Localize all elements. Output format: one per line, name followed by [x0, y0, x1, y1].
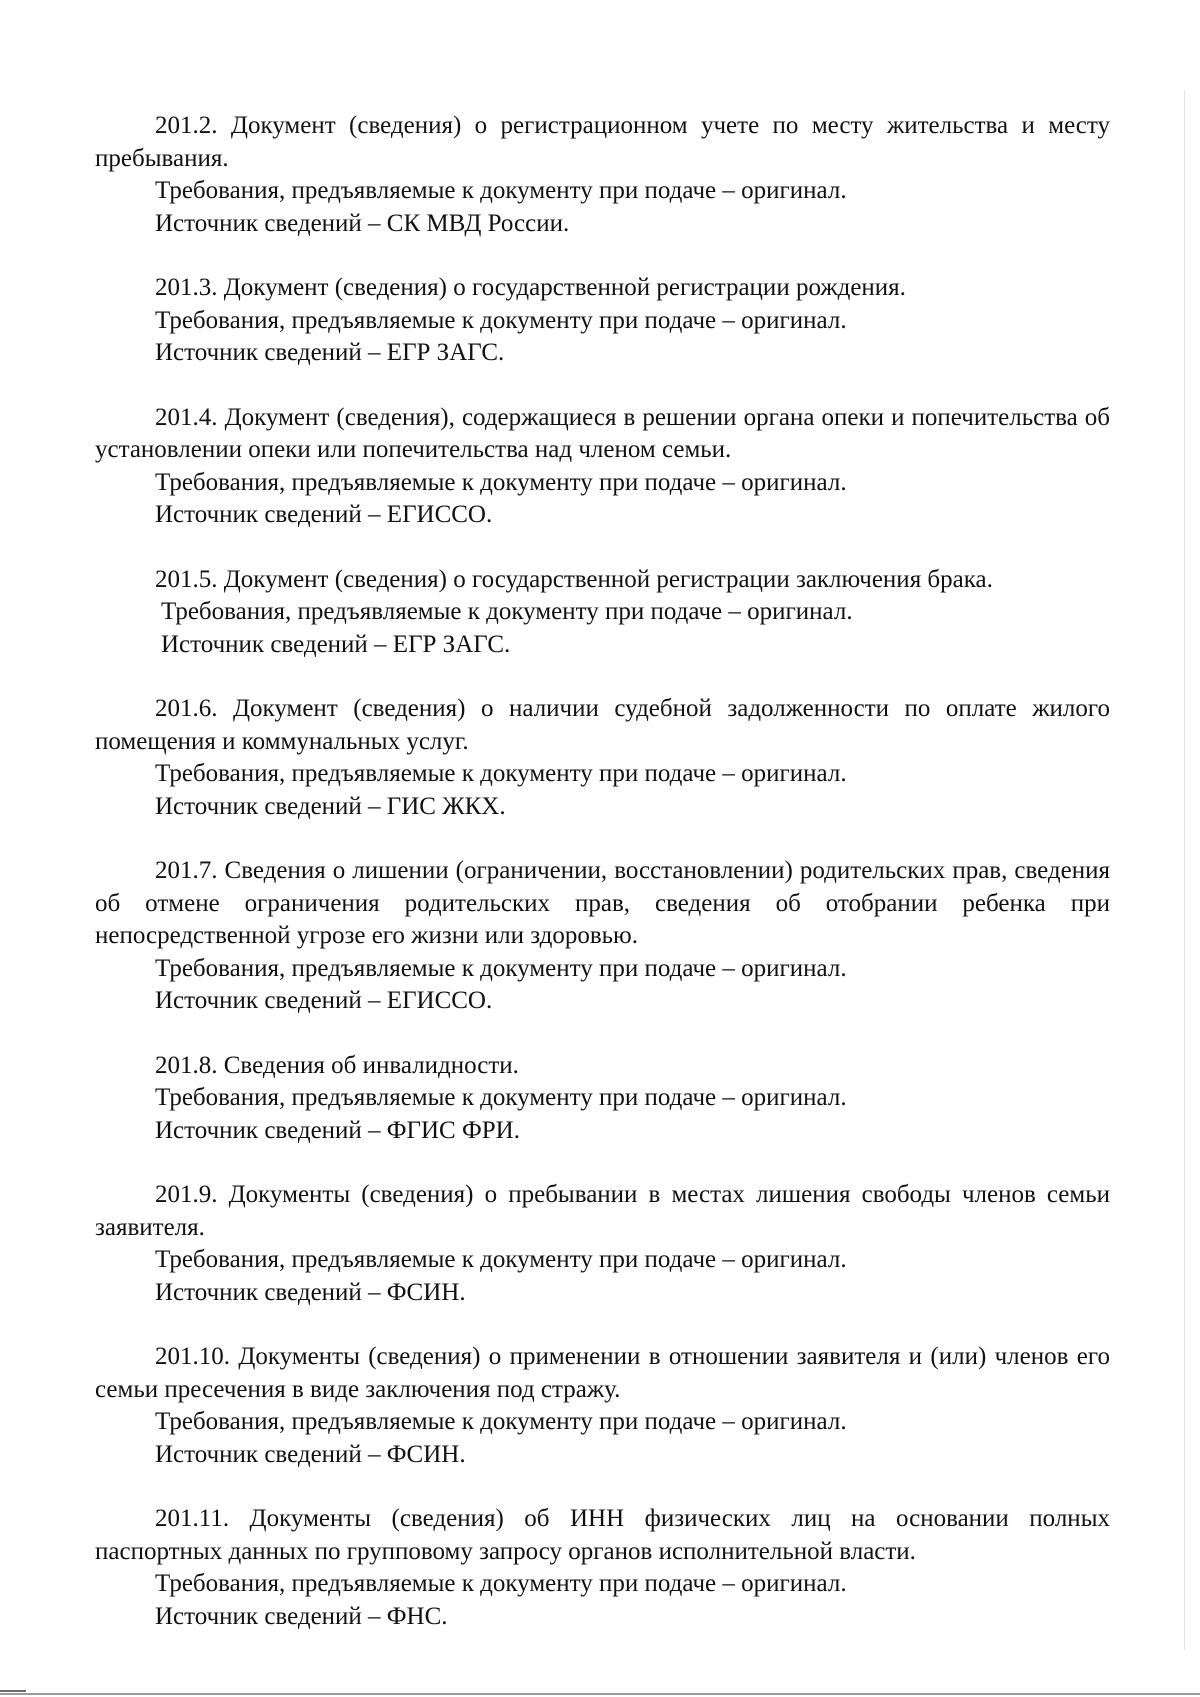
document-body	[95, 110, 1110, 1665]
section-source: Источник сведений – ГИС ЖКХ.	[155, 792, 506, 820]
section-heading: 201.2. Документ (сведения) о регистрационном учете по месту жительства и месту пребывания.	[95, 112, 1110, 172]
section-requirement: Требования, предъявляемые к документу при подаче – оригинал.	[161, 598, 853, 625]
section-requirement: Требования, предъявляемые к документу при подаче – оригинал.	[155, 954, 847, 982]
section-requirement: Требования, предъявляемые к документу при подаче – оригинал.	[155, 306, 847, 334]
section-201-11	[95, 1503, 1110, 1633]
section-requirement: Требования, предъявляемые к документу при подаче – оригинал.	[155, 177, 847, 204]
section-requirement: Требования, предъявляемые к документу при подаче – оригинал.	[155, 1084, 847, 1111]
section-requirement: Требования, предъявляемые к документу при подаче – оригинал.	[155, 1408, 847, 1435]
section-heading: 201.11. Документы (сведения) об ИНН физических лиц на основании полных паспортных данных по групповому запросу органов исполнительной власти.	[95, 1505, 1110, 1565]
section-requirement: Требования, предъявляемые к документу при подаче – оригинал.	[155, 468, 847, 496]
section-heading: 201.3. Документ (сведения) о государственной регистрации рождения.	[155, 274, 906, 301]
section-heading: 201.10. Документы (сведения) о применении в отношении заявителя и (или) членов его семьи пресечения в виде заключения под стражу.	[95, 1343, 1110, 1403]
section-201-3	[95, 272, 1110, 370]
section-heading: 201.8. Сведения об инвалидности.	[155, 1051, 519, 1079]
section-heading: 201.5. Документ (сведения) о государственной регистрации заключения брака.	[155, 565, 993, 593]
scan-edge-mark	[0, 1690, 26, 1692]
section-201-2	[95, 110, 1110, 240]
section-heading: 201.6. Документ (сведения) о наличии судебной задолженности по оплате жилого помещения и коммунальных услуг.	[95, 695, 1110, 755]
section-201-9	[95, 1179, 1110, 1309]
section-201-8	[95, 1050, 1110, 1148]
section-source: Источник сведений – ЕГИССО.	[155, 987, 493, 1014]
section-requirement: Требования, предъявляемые к документу при подаче – оригинал.	[155, 760, 847, 787]
section-201-4	[95, 402, 1110, 532]
section-source: Источник сведений – ФСИН.	[155, 1440, 466, 1468]
section-201-6	[95, 693, 1110, 823]
section-requirement: Требования, предъявляемые к документу при подаче – оригинал.	[155, 1246, 847, 1273]
section-heading: 201.9. Документы (сведения) о пребывании в местах лишения свободы членов семьи заявителя.	[95, 1181, 1110, 1241]
section-source: Источник сведений – ФСИН.	[155, 1278, 466, 1306]
section-201-7	[95, 855, 1110, 1018]
scan-edge-line	[1184, 90, 1185, 1650]
section-heading: 201.7. Сведения о лишении (ограничении, восстановлении) родительских прав, сведения об отмене ограничения родительских прав, сведения об отобрании ребенка при непосредственной угрозе его жизни или здоровью.	[95, 857, 1110, 949]
section-heading: 201.4. Документ (сведения), содержащиеся в решении органа опеки и попечительства об установлении опеки или попечительства над членом семьи.	[95, 403, 1110, 463]
section-source: Источник сведений – ФГИС ФРИ.	[155, 1116, 520, 1144]
section-source: Источник сведений – ФНС.	[155, 1602, 448, 1630]
scan-bottom-edge	[0, 1693, 1200, 1695]
section-source: Источник сведений – ЕГИССО.	[155, 501, 493, 528]
section-201-10	[95, 1341, 1110, 1471]
section-source: Источник сведений – СК МВД России.	[155, 209, 570, 237]
section-201-5	[95, 564, 1110, 662]
section-source: Источник сведений – ЕГР ЗАГС.	[155, 339, 505, 366]
section-source: Источник сведений – ЕГР ЗАГС.	[161, 630, 511, 658]
section-requirement: Требования, предъявляемые к документу при подаче – оригинал.	[155, 1570, 847, 1597]
